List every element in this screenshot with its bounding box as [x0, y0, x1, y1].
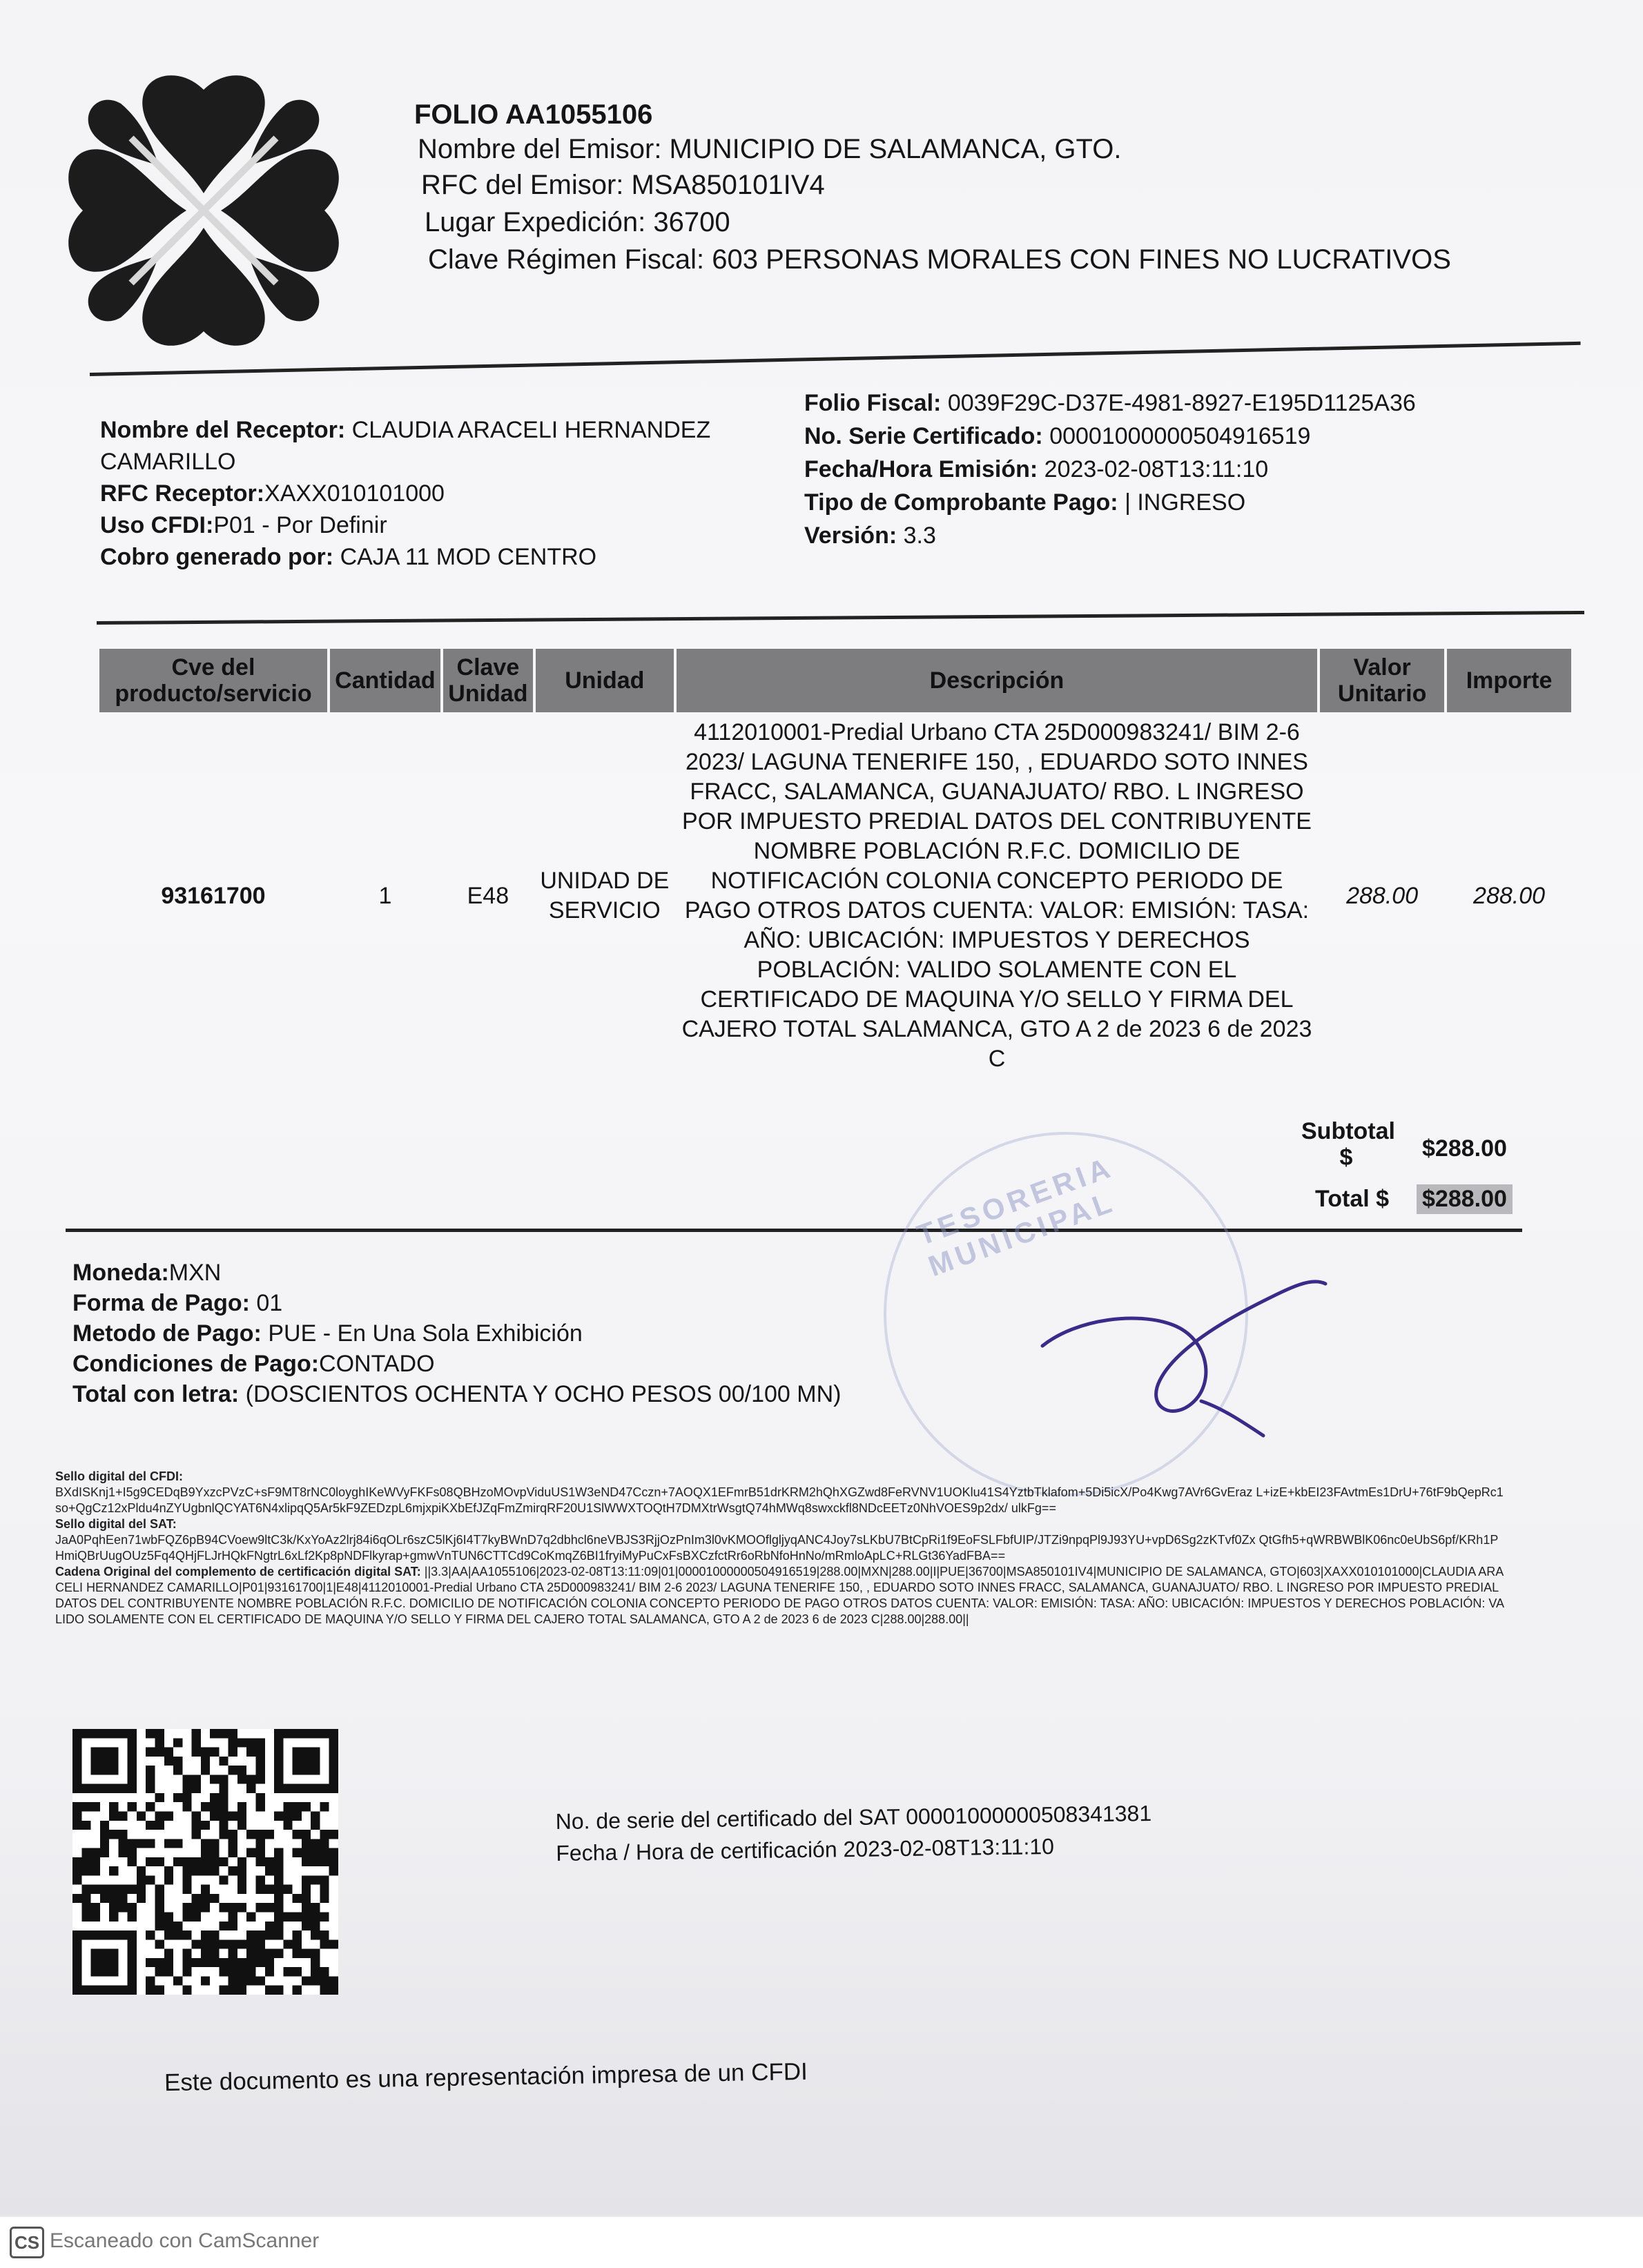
- col-header-importe: Importe: [1447, 649, 1571, 712]
- col-header-descripcion: Descripción: [677, 649, 1317, 712]
- subtotal-value: $288.00: [1422, 1135, 1507, 1162]
- totals-divider: [66, 1229, 1522, 1232]
- cell-valor-unitario: 288.00: [1346, 882, 1419, 909]
- cobro: CAJA 11 MOD CENTRO: [340, 544, 597, 570]
- total-letra-label: Total con letra:: [72, 1381, 240, 1407]
- scanner-text: Escaneado con CamScanner: [50, 2229, 320, 2252]
- metodo-pago: PUE - En Una Sola Exhibición: [268, 1320, 583, 1347]
- emisor-name: Nombre del Emisor: MUNICIPIO DE SALAMANCA, GTO.: [418, 134, 1122, 164]
- qr-code-icon: [72, 1729, 338, 1995]
- cell-clave: 93161700: [161, 882, 266, 909]
- condiciones-label: Condiciones de Pago:: [72, 1351, 320, 1377]
- receptor-divider: [97, 611, 1584, 625]
- sello-cfdi: BXdISKnj1+I5g9CEDqB9YxzcPVzC+sF9MT8rNC0loyghIKeWVyFKFs08QBHzoMOvpViduUS1W3eND47Cczn+7AOQX1EFmrB51drKRM2hQhXGZwd8FeRVNV1UOKlu41S4YztbTklafom+5Di5icX/Po4Kwg7AVr6GvEraz L+izE+kbEI23FAvtmEs1DrU+76tF9bQepRc1so+QgCz12xPldu4nZYUgbnlQCYAT6N4xlipqQ5Ar5kF9ZEDzpL6mjxpiKXbEfJZqFmZmirqRF20U1SlWWXTOQtH7DMXtrWsgtQ74hMWq8swxckfl8NDcEETz0NhVOES9p2dx/ ulkFg==: [55, 1485, 1504, 1515]
- receptor-rfc: XAXX010101000: [264, 480, 445, 507]
- lugar-expedicion: Lugar Expedición: 36700: [425, 207, 730, 237]
- col-header-valor-unitario: Valor Unitario: [1320, 649, 1444, 712]
- concepts-table: [97, 649, 1574, 1079]
- receptor-rfc-label: RFC Receptor:: [100, 480, 265, 507]
- col-header-cve: Cve del producto/servicio: [99, 649, 327, 712]
- serie-certificado: 00001000000504916519: [1049, 423, 1311, 449]
- sello-cfdi-label: Sello digital del CFDI:: [55, 1469, 184, 1483]
- cell-clave-unidad: E48: [467, 882, 509, 909]
- camscanner-logo-icon: CS: [10, 2227, 44, 2258]
- col-header-clave-unidad: Clave Unidad: [443, 649, 533, 712]
- col-header-unidad: Unidad: [536, 649, 674, 712]
- fecha-emision: 2023-02-08T13:11:10: [1044, 456, 1269, 482]
- tipo-comprobante-label: Tipo de Comprobante Pago:: [804, 489, 1118, 516]
- total-letra: (DOSCIENTOS OCHENTA Y OCHO PESOS 00/100 MN): [245, 1381, 842, 1407]
- cell-cantidad: 1: [378, 882, 392, 909]
- subtotal-label: Subtotal $: [1301, 1118, 1395, 1171]
- emisor-rfc: RFC del Emisor: MSA850101IV4: [421, 170, 825, 200]
- certificacion-fecha: Fecha / Hora de certificación 2023-02-08T13:11:10: [556, 1833, 1055, 1866]
- table-row: [99, 712, 1571, 1079]
- condiciones: CONTADO: [319, 1351, 435, 1377]
- cfdi-leyenda: Este documento es una representación impresa de un CFDI: [164, 2057, 808, 2097]
- receptor-name-label: Nombre del Receptor:: [100, 417, 346, 443]
- scanner-watermark-bar: [0, 2217, 1643, 2268]
- stamp-text: TESORERIA MUNICIPAL: [913, 1151, 1120, 1283]
- certificacion-section: [555, 1797, 1152, 1869]
- cell-descripcion: 4112010001-Predial Urbano CTA 25D000983241/ BIM 2-6 2023/ LAGUNA TENERIFE 150, , EDUARDO SOTO INNES FRACC, SALAMANCA, GUANAJUATO/ RBO. L INGRESO POR IMPUESTO PREDIAL DATOS DEL CONTRIBUYENTE NOMBRE POBLACIÓN R.F.C. DOMICILIO DE NOTIFICACIÓN COLONIA CONCEPTO PERIODO DE PAGO OTROS DATOS CUENTA: VALOR: EMISIÓN: TASA: AÑO: UBICACIÓN: IMPUESTOS Y DERECHOS POBLACIÓN: VALIDO SOLAMENTE CON EL CERTIFICADO DE MAQUINA Y/O SELLO Y FIRMA DEL CAJERO TOTAL SALAMANCA, GTO A 2 de 2023 6 de 2023 C: [681, 719, 1312, 1072]
- total-label: Total $: [1315, 1186, 1390, 1212]
- moneda: MXN: [168, 1260, 222, 1286]
- fecha-emision-label: Fecha/Hora Emisión:: [804, 456, 1038, 482]
- receptor-section: [100, 414, 777, 573]
- version-label: Versión:: [804, 522, 897, 549]
- forma-pago: 01: [256, 1290, 283, 1316]
- cobro-label: Cobro generado por:: [100, 544, 334, 570]
- sello-sat: JaA0PqhEen71wbFQZ6pB94CVoew9ltC3k/KxYoAz2lrj84i6qOLr6szC5lKj6I4T7kyBWnD7q2dbhcl6neVBJS3RjjOzPnIm3l0vKMOOflgljyqANC4Joy7sLKbU7BtCpRi1f9EoFSLFbfUIP/JTZi9npqPl9J93YU+vpD6Sg2zKTvf0Zx QtGfh5+qWRBWBlK06nc0eUbS6pf/KRh1PHmiQBrUugOUz5Fq4QHjFLJrHQkFNgtrL6xLf2Kp8pNDFlkyrap+gmwVnTUN6CTTCd9CoKmqZ6BI1fryiMyPuCxFsBXCzfctRr6oRbNfoHnNo/mRmloApLC+RLGt36YadFBA==: [55, 1533, 1499, 1563]
- moneda-label: Moneda:: [72, 1260, 169, 1286]
- folio-fiscal: 0039F29C-D37E-4981-8927-E195D1125A36: [947, 390, 1416, 416]
- folio: FOLIO AA1055106: [414, 99, 653, 130]
- serie-certificado-label: No. Serie Certificado:: [804, 423, 1043, 449]
- municipal-logo-icon: [55, 62, 352, 359]
- forma-pago-label: Forma de Pago:: [72, 1290, 250, 1316]
- sello-sat-label: Sello digital del SAT:: [55, 1517, 177, 1531]
- version: 3.3: [903, 522, 936, 549]
- uso-cfdi-label: Uso CFDI:: [100, 512, 214, 538]
- receptor-name-line2: CAMARILLO: [100, 449, 236, 475]
- certificado-sat-serie: No. de serie del certificado del SAT 00001000000508341381: [555, 1800, 1152, 1835]
- receptor-name: CLAUDIA ARACELI HERNANDEZ: [351, 417, 711, 443]
- tipo-comprobante: | INGRESO: [1125, 489, 1246, 516]
- col-header-cantidad: Cantidad: [330, 649, 440, 712]
- cadena-original: ||3.3|AA|AA1055106|2023-02-08T13:11:09|01|00001000000504916519|288.00|MXN|288.00|I|PUE|36700|MSA850101IV4|MUNICIPIO DE SALAMANCA, GTO|603|XAXX010101000|CLAUDIA ARACELI HERNANDEZ CAMARILLO|P01|93161700|1|E48|4112010001-Predial Urbano CTA 25D000983241/ BIM 2-6 2023/ LAGUNA TENERIFE 150, , EDUARDO SOTO INNES FRACC, SALAMANCA, GUANAJUATO/ RBO. L INGRESO POR IMPUESTO PREDIAL DATOS DEL CONTRIBUYENTE NOMBRE POBLACIÓN R.F.C. DOMICILIO DE NOTIFICACIÓN COLONIA CONCEPTO PERIODO DE PAGO OTROS DATOS CUENTA: VALOR: EMISIÓN: TASA: AÑO: UBICACIÓN: IMPUESTOS Y DERECHOS POBLACIÓN: VALIDO SOLAMENTE CON EL CERTIFICADO DE MAQUINA Y/O SELLO Y FIRMA DEL CAJERO TOTAL SALAMANCA, GTO A 2 de 2023 6 de 2023 C|288.00|288.00||: [55, 1565, 1505, 1626]
- payment-section: [72, 1258, 970, 1409]
- uso-cfdi: P01 - Por Definir: [213, 512, 387, 538]
- table-header-row: [99, 649, 1571, 712]
- cell-unidad: UNIDAD DE SERVICIO: [540, 868, 670, 923]
- folio-fiscal-label: Folio Fiscal:: [804, 390, 942, 416]
- metodo-pago-label: Metodo de Pago:: [72, 1320, 262, 1347]
- signature: [1036, 1235, 1381, 1443]
- fiscal-section: [804, 387, 1564, 552]
- cadena-original-label: Cadena Original del complemento de certificación digital SAT:: [55, 1565, 421, 1578]
- total-value: $288.00: [1417, 1184, 1513, 1214]
- regimen-fiscal: Clave Régimen Fiscal: 603 PERSONAS MORALES CON FINES NO LUCRATIVOS: [428, 244, 1451, 275]
- cell-importe: 288.00: [1473, 882, 1546, 909]
- sellos-section: [55, 1469, 1505, 1627]
